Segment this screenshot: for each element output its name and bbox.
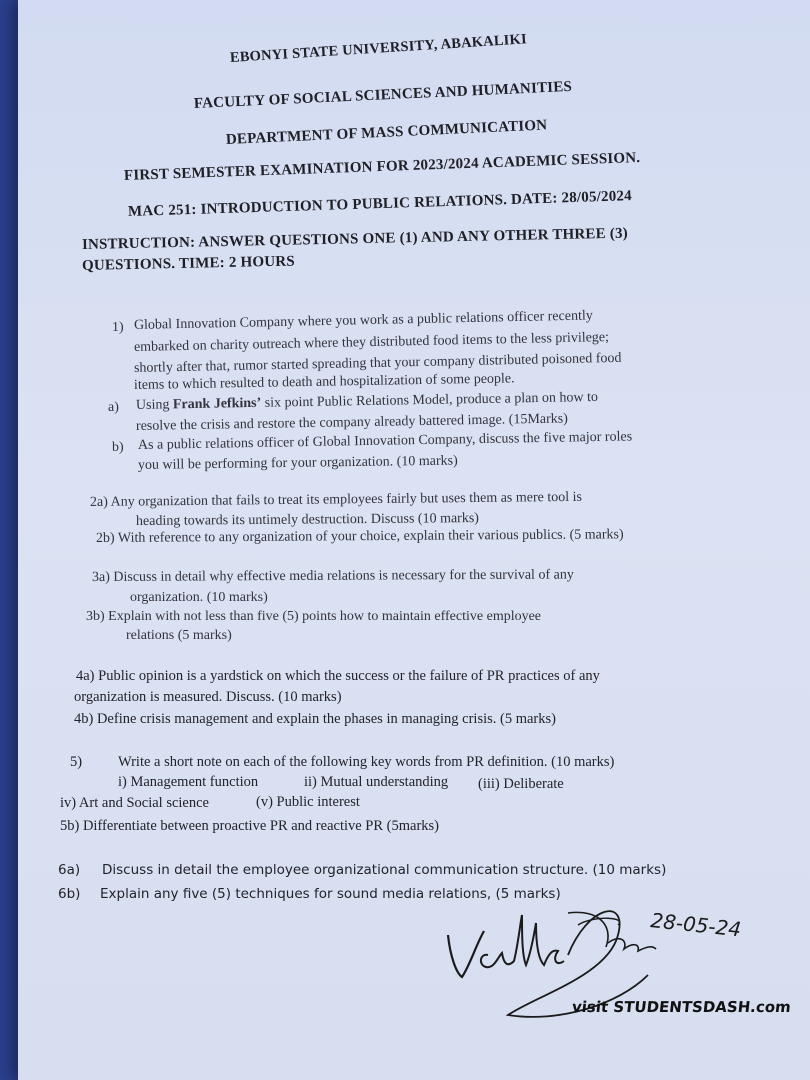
q1a-post: six point Public Relations Model, produce a plan on how to — [261, 389, 599, 411]
q5b-text: 5b) Differentiate between proactive PR and reactive PR (5marks) — [60, 818, 440, 834]
q1b-text-line-2: you will be performing for your organization. (10 marks) — [137, 453, 458, 473]
q1-number: 1) — [112, 320, 124, 335]
q5-item-ii: ii) Mutual understanding — [304, 774, 449, 790]
faculty-name: FACULTY OF SOCIAL SCIENCES AND HUMANITIES — [193, 78, 573, 112]
q1-text-line-4: items to which resulted to death and hospitalization of some people. — [133, 371, 515, 393]
signature-date: 28-05-24 — [649, 908, 743, 942]
q3a-text-line-1: 3a) Discuss in detail why effective media relations is necessary for the survival of any — [91, 567, 574, 585]
q3b-text-line-2: relations (5 marks) — [126, 628, 232, 643]
q1b-number: b) — [112, 440, 124, 455]
q2b-text: 2b) With reference to any organization of your choice, explain their various publics. (5 marks) — [95, 527, 624, 546]
course-and-date: MAC 251: INTRODUCTION TO PUBLIC RELATIONS. DATE: 28/05/2024 — [127, 188, 633, 220]
q2a-text-line-2: heading towards its untimely destruction. Discuss (10 marks) — [135, 511, 480, 529]
q4a-text-line-1: 4a) Public opinion is a yardstick on which the success or the failure of PR practices of any — [76, 668, 600, 684]
q6a-text: Discuss in detail the employee organizational communication structure. (10 marks) — [102, 862, 667, 878]
q1a-text-line-1 — [136, 390, 598, 414]
q1-text-line-1: Global Innovation Company where you work as a public relations officer recently — [133, 308, 593, 333]
q1-text-line-2: embarked on charity outreach where they distributed food items to the less privilege; — [133, 330, 610, 355]
q5-item-iv: iv) Art and Social science — [60, 795, 209, 811]
q5-number: 5) — [70, 754, 83, 770]
instruction-line-1: INSTRUCTION: ANSWER QUESTIONS ONE (1) AND ANY OTHER THREE (3) — [81, 225, 629, 253]
q2a-text-line-1: 2a) Any organization that fails to treat its employees fairly but uses them as mere tool is — [89, 489, 583, 510]
q1a-number: a) — [108, 400, 119, 415]
exam-title: FIRST SEMESTER EXAMINATION FOR 2023/2024 ACADEMIC SESSION. — [123, 149, 641, 184]
university-name: EBONYI STATE UNIVERSITY, ABAKALIKI — [229, 31, 528, 66]
q6a-number: 6a) — [58, 862, 81, 878]
q1a-text-line-2: resolve the crisis and restore the company already battered image. (15Marks) — [135, 411, 568, 434]
q1b-text-line-1: As a public relations officer of Global Innovation Company, discuss the five major roles — [137, 429, 633, 453]
q6b-text: Explain any five (5) techniques for sound media relations, (5 marks) — [100, 886, 561, 902]
q4b-text: 4b) Define crisis management and explain the phases in managing crisis. (5 marks) — [74, 711, 556, 727]
q5-item-v: (v) Public interest — [256, 794, 360, 810]
studentsdash-watermark: visit STUDENTSDASH.com — [571, 998, 792, 1016]
frank-jefkins-name: Frank Jefkins’ — [172, 395, 262, 413]
q4a-text-line-2: organization is measured. Discuss. (10 marks) — [74, 689, 342, 705]
q5-text: Write a short note on each of the following key words from PR definition. (10 marks) — [118, 754, 615, 770]
q5-item-i: i) Management function — [118, 774, 259, 790]
q5-item-iii: (iii) Deliberate — [478, 776, 564, 792]
department-name: DEPARTMENT OF MASS COMMUNICATION — [225, 117, 548, 148]
q3b-text-line-1: 3b) Explain with not less than five (5) points how to maintain effective employee — [86, 609, 542, 624]
q6b-number: 6b) — [58, 886, 81, 902]
q1-text-line-3: shortly after that, rumor started spreading that your company distributed poisoned food — [133, 350, 622, 376]
q1a-pre: Using — [135, 397, 174, 413]
q3a-text-line-2: organization. (10 marks) — [130, 590, 268, 605]
exam-paper — [18, 0, 810, 1080]
instruction-line-2: QUESTIONS. TIME: 2 HOURS — [81, 253, 296, 274]
